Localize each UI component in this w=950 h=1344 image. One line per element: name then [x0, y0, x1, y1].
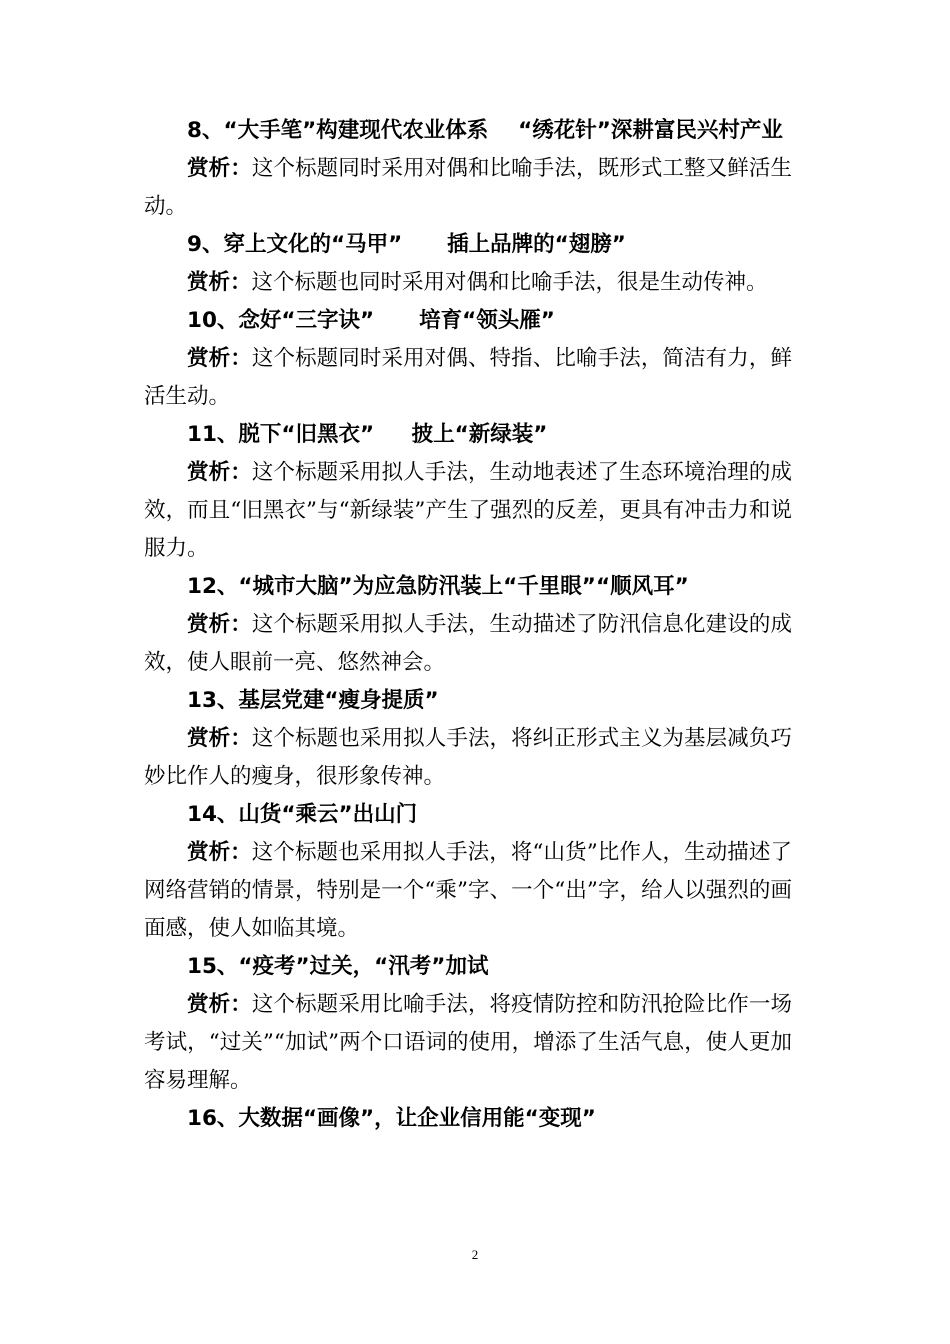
- document-body: [144, 112, 792, 1138]
- item-8-analysis: [144, 150, 792, 226]
- analysis-label: 赏析：: [187, 156, 252, 181]
- item-10-analysis: [144, 340, 792, 416]
- item-13-heading: 13、基层党建“瘦身提质”: [187, 688, 439, 713]
- analysis-label: 赏析：: [187, 726, 252, 751]
- analysis-text: 这个标题同时采用对偶、特指、比喻手法，简洁有力，鲜活生动。: [144, 346, 792, 409]
- item-13-analysis: [144, 720, 792, 796]
- analysis-label: 赏析：: [187, 992, 252, 1017]
- item-14-heading: 14、山货“乘云”出山门: [187, 802, 418, 827]
- item-12-heading: 12、“城市大脑”为应急防汛装上“千里眼”“顺风耳”: [187, 574, 689, 599]
- item-9-analysis: [144, 264, 792, 302]
- item-11-heading: 11、脱下“旧黑衣” 披上“新绿装”: [187, 422, 548, 447]
- item-14-analysis: [144, 834, 792, 948]
- analysis-label: 赏析：: [187, 460, 252, 485]
- analysis-label: 赏析：: [187, 612, 252, 637]
- analysis-label: 赏析：: [187, 346, 252, 371]
- item-11-analysis: [144, 454, 792, 568]
- analysis-text: 这个标题也同时采用对偶和比喻手法，很是生动传神。: [251, 270, 768, 295]
- page-number: 2: [471, 1247, 479, 1262]
- analysis-text: 这个标题同时采用对偶和比喻手法，既形式工整又鲜活生动。: [144, 156, 792, 219]
- analysis-label: 赏析：: [187, 270, 252, 295]
- item-12-analysis: [144, 606, 792, 682]
- item-10-heading: 10、念好“三字诀” 培育“领头雁”: [187, 308, 555, 333]
- item-9-heading: 9、穿上文化的“马甲” 插上品牌的“翅膀”: [187, 232, 626, 257]
- analysis-label: 赏析：: [187, 840, 252, 865]
- analysis-text: 这个标题采用比喻手法，将疫情防控和防汛抢险比作一场考试，“过关”“加试”两个口语词的使用，增添了生活气息，使人更加容易理解。: [144, 992, 792, 1093]
- analysis-text: 这个标题也采用拟人手法，将“山货”比作人，生动描述了网络营销的情景，特别是一个“乘”字、一个“出”字，给人以强烈的画面感，使人如临其境。: [144, 840, 792, 941]
- item-16-heading: 16、大数据“画像”，让企业信用能“变现”: [187, 1106, 596, 1131]
- analysis-text: 这个标题采用拟人手法，生动地表述了生态环境治理的成效，而且“旧黑衣”与“新绿装”产生了强烈的反差，更具有冲击力和说服力。: [144, 460, 792, 561]
- analysis-text: 这个标题采用拟人手法，生动描述了防汛信息化建设的成效，使人眼前一亮、悠然神会。: [144, 612, 792, 675]
- analysis-text: 这个标题也采用拟人手法，将纠正形式主义为基层减负巧妙比作人的瘦身，很形象传神。: [144, 726, 792, 789]
- item-15-analysis: [144, 986, 792, 1100]
- item-15-heading: 15、“疫考”过关，“汛考”加试: [187, 954, 489, 979]
- item-8-heading: 8、“大手笔”构建现代农业体系 “绣花针”深耕富民兴村产业: [187, 118, 783, 143]
